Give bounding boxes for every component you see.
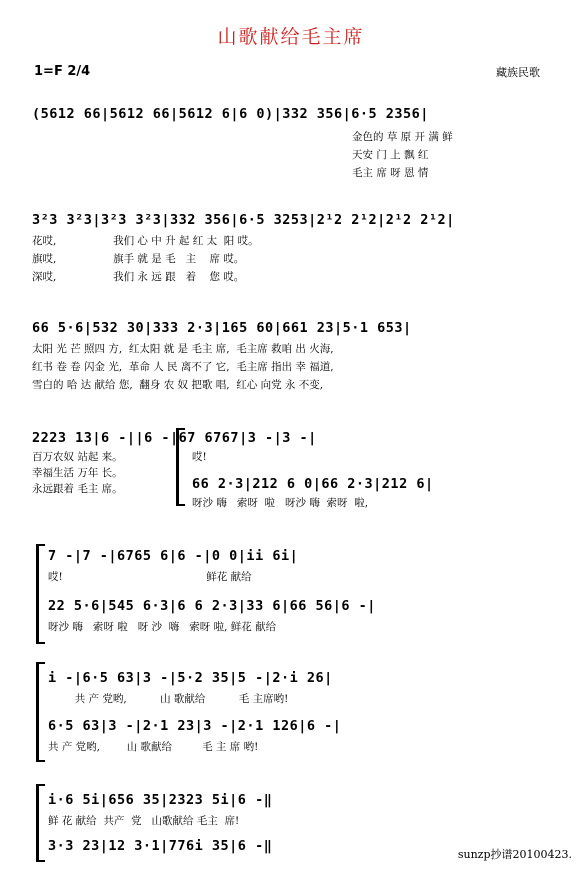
lyric-line-upper: 哎! 鲜花 献给 [48, 571, 252, 583]
lyric-line: 幸福生活 万年 长。 [32, 467, 123, 479]
lyric-line: 金色的 草 原 开 满 鲜 [352, 131, 453, 143]
staff-brace [36, 544, 45, 644]
notes-line-lower: 22 5·6|545 6·3|6 6 2·3|33 6|66 56|6 -| [48, 598, 376, 614]
notes-line-lower: 66 2·3|212 6 0|66 2·3|212 6| [192, 476, 434, 492]
notes-line: (5612 66|5612 66|5612 6|6 0)|332 356|6·5 2356| [32, 106, 429, 122]
lyric-line: 花哎, 我们 心 中 升 起 红 太 阳 哎。 [32, 235, 259, 247]
song-title: 山歌献给毛主席 [217, 26, 365, 48]
notes-line-lower: 3·3 23|12 3·1|776i 35|6 -‖ [48, 838, 273, 854]
lyric-line-upper: 共 产 党哟, 山 歌献给 毛 主席哟! [48, 693, 289, 705]
notes-line-upper: 2223 13|6 -||6 -|67 6767|3 -|3 -| [32, 430, 317, 446]
lyric-line-upper: 哎! [192, 451, 207, 463]
lyric-line: 深哎, 我们 永 远 跟 着 您 哎。 [32, 271, 245, 283]
lyric-line-upper: 鲜 花 献给 共产 党 山歌献给 毛主 席! [48, 815, 240, 827]
notes-line-lower: 6·5 63|3 -|2·1 23|3 -|2·1 126|6 -| [48, 718, 342, 734]
lyric-line: 红书 卷 卷 闪金 光, 革命 人 民 离不了 它, 毛主席 指出 幸 福道, [32, 361, 334, 373]
notes-line-upper: i·6 5i|656 35|2323 5i|6 -‖ [48, 792, 273, 808]
staff-brace [36, 662, 45, 762]
notes-line-upper: 7 -|7 -|6765 6|6 -|0 0|ii 6i| [48, 548, 299, 564]
lyric-line-lower: 共 产 党哟, 山 歌献给 毛 主 席 哟! [48, 741, 259, 753]
lyric-line: 太阳 光 芒 照四 方, 红太阳 就 是 毛主 席, 毛主席 救咱 出 火海, [32, 343, 334, 355]
notes-line: 66 5·6|532 30|333 2·3|165 60|661 23|5·1 653| [32, 320, 412, 336]
staff-brace [36, 784, 45, 862]
lyric-line: 天安 门 上 飘 红 [352, 149, 429, 161]
lyric-line-lower: 呀沙 嗨 索呀 啦 呀 沙 嗨 索呀 啦, 鲜花 献给 [48, 621, 277, 633]
lyric-line-lower: 呀沙 嗨 索呀 啦 呀沙 嗨 索呀 啦, [192, 497, 369, 509]
notes-line: 3²3 3²3|3²3 3²3|332 356|6·5 3253|2¹2 2¹2|2¹2 2¹2| [32, 212, 455, 228]
lyric-line: 永远跟着 毛主 席。 [32, 483, 123, 495]
notes-line-upper: i -|6·5 63|3 -|5·2 35|5 -|2·i 26| [48, 670, 333, 686]
lyric-line: 雪白的 哈 达 献给 您, 翻身 农 奴 把歌 唱, 红心 向党 永 不变, [32, 379, 324, 391]
lyric-line: 旗哎, 旗手 就 是 毛 主 席 哎。 [32, 253, 245, 265]
key-signature: 1=F 2/4 [34, 64, 91, 79]
transcriber-credit: sunzp抄谱20100423. [457, 848, 572, 861]
lyric-line: 百万农奴 站起 来。 [32, 451, 123, 463]
song-genre: 藏族民歌 [496, 66, 540, 79]
lyric-line: 毛主 席 呀 恩 情 [352, 167, 429, 179]
